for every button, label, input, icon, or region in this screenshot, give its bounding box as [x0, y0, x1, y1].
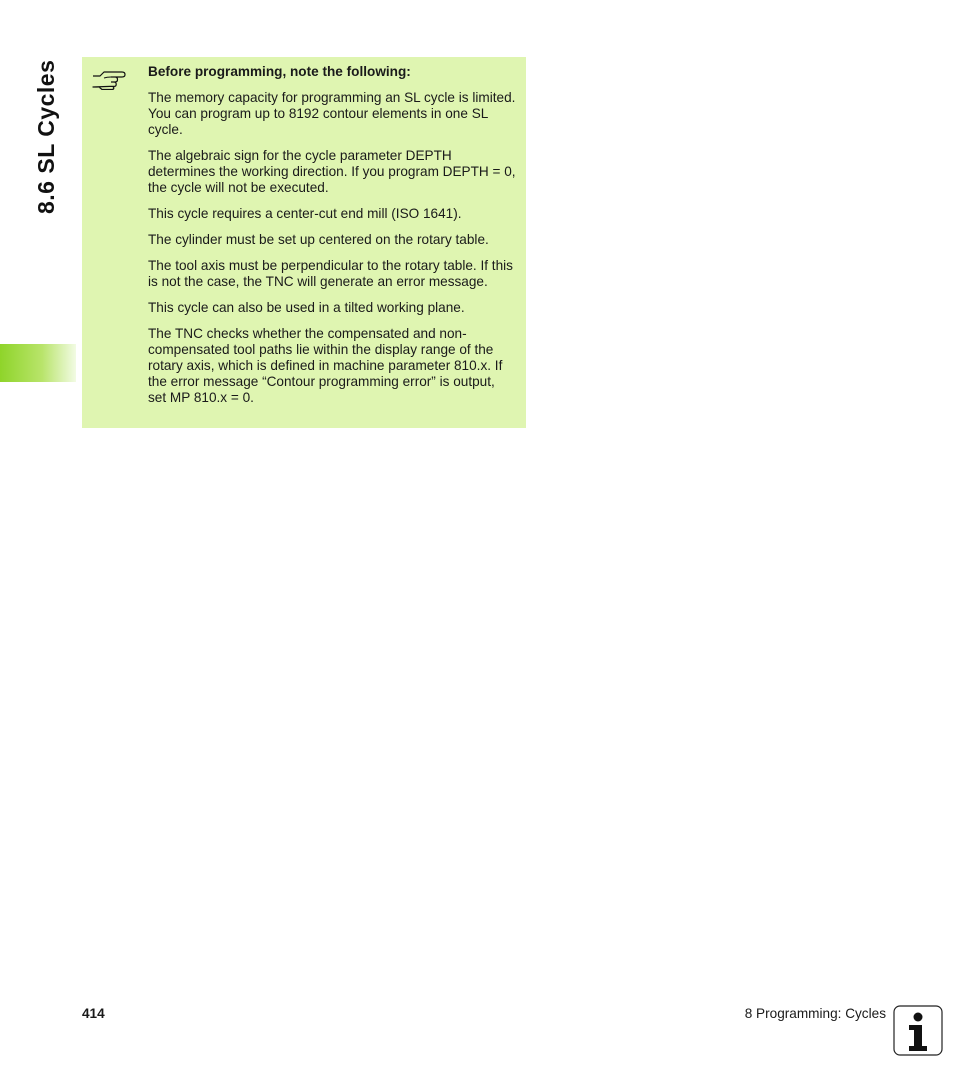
pointing-hand-icon [91, 68, 127, 90]
note-paragraph: The TNC checks whether the compensated and non-compensated tool paths lie within the display range of the rotary axis, which is defined in machine parameter 810.x. If the error message “Contour programming error” is output, set MP 810.x = 0. [148, 326, 503, 405]
note-paragraph: The memory capacity for programming an SL cycle is limited. You can program up to 8192 contour elements in one SL cycle. [148, 90, 516, 137]
note-heading: Before programming, note the following: [148, 64, 411, 79]
info-icon[interactable] [893, 1005, 943, 1056]
chapter-tab-marker [0, 344, 76, 382]
chapter-label: 8 Programming: Cycles [744, 1006, 886, 1021]
note-paragraph: The tool axis must be perpendicular to the rotary table. If this is not the case, the TNC will generate an error message. [148, 258, 513, 289]
page-number: 414 [82, 1006, 105, 1021]
note-paragraph: This cycle requires a center-cut end mill (ISO 1641). [148, 206, 462, 221]
note-paragraph: The cylinder must be set up centered on the rotary table. [148, 232, 489, 247]
note-paragraph: This cycle can also be used in a tilted working plane. [148, 300, 465, 315]
section-title: 8.6 SL Cycles [33, 59, 59, 214]
note-paragraph: The algebraic sign for the cycle parameter DEPTH determines the working direction. If you program DEPTH = 0, the cycle will not be executed. [148, 148, 516, 195]
note-box [82, 57, 526, 428]
